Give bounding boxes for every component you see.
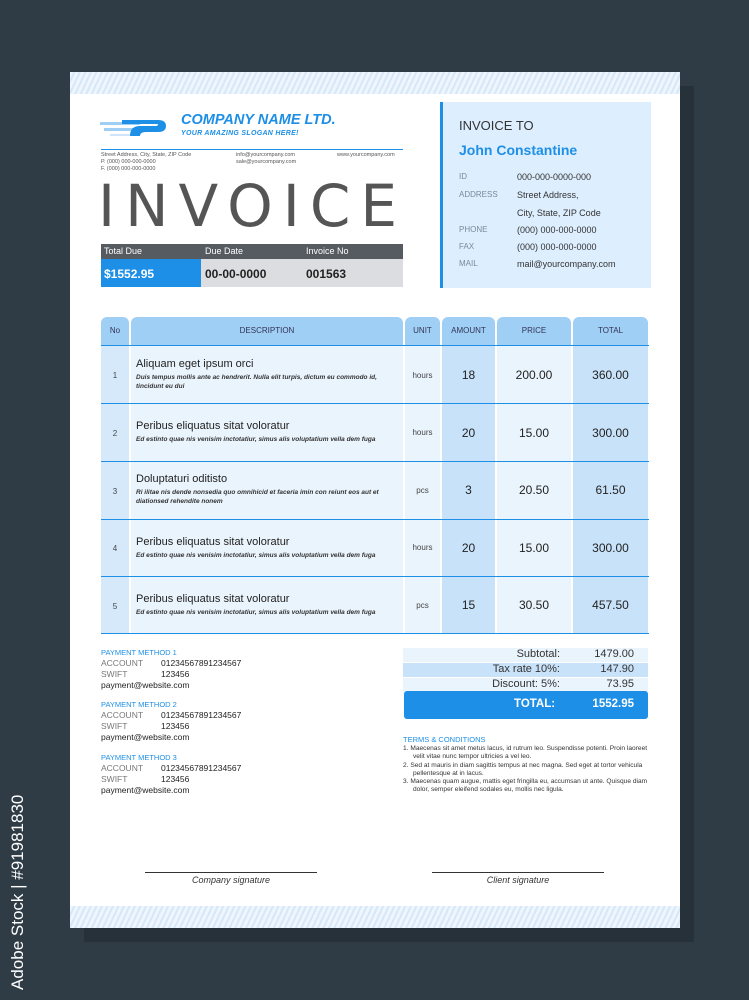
header-unit: UNIT	[405, 317, 440, 345]
payment-heading: PAYMENT METHOD 2	[101, 700, 177, 709]
client-phone: (000) 000-000-0000	[517, 225, 597, 235]
row-amount: 3	[465, 483, 472, 497]
stock-watermark-text: Adobe Stock | #91981830	[8, 794, 27, 990]
row-description: Ed estinto quae nis venisim inctotatiur, simus alis voluptatium vella dem fuga	[136, 609, 376, 616]
terms-list	[403, 745, 648, 795]
tax-value: 147.90	[600, 663, 634, 675]
client-id-label: ID	[459, 172, 467, 181]
due-date-label: Due Date	[205, 246, 244, 256]
total-due-value: $1552.95	[104, 267, 155, 281]
page-title: INVOICE	[98, 172, 408, 240]
row-price: 15.00	[518, 426, 550, 440]
row-divider	[101, 345, 649, 346]
swift-code: 123456	[161, 721, 190, 731]
row-price: 20.50	[518, 483, 550, 497]
account-number: 01234567891234567	[161, 658, 242, 668]
account-number: 01234567891234567	[161, 710, 242, 720]
invoice-to-title: INVOICE TO	[459, 118, 534, 133]
header-amount: AMOUNT	[442, 317, 495, 345]
terms-item: 1. Maecenas sit amet metus lacus, id rutrum leo. Suspendisse potenti. Proin laoreet velit vitae nunc tempor ultricies a vel leo.	[403, 745, 648, 761]
client-address-label: ADDRESS	[459, 190, 498, 199]
row-total: 300.00	[592, 541, 629, 555]
total-bar	[404, 691, 648, 719]
company-fax: F. (000) 000-000-0000	[101, 166, 156, 172]
header-description: DESCRIPTION	[131, 317, 403, 345]
discount-row	[403, 678, 648, 692]
row-price: 200.00	[515, 368, 553, 382]
payment-heading: PAYMENT METHOD 3	[101, 753, 177, 762]
total-label: TOTAL:	[514, 698, 556, 710]
row-no: 3	[112, 487, 118, 496]
due-date-value: 00-00-0000	[205, 267, 267, 281]
swift-code: 123456	[161, 774, 190, 784]
total-due-label: Total Due	[104, 246, 143, 256]
client-signature-line	[432, 872, 604, 873]
row-price: 30.50	[518, 598, 550, 612]
terms-item: 3. Maecenas quam augue, mattis eget fringilla eu, accumsan ut ante. Quisque diam dolor, semper eleifend sodales eu, mollis nec ligula.	[403, 778, 648, 794]
company-name: COMPANY NAME LTD.	[181, 112, 336, 128]
row-amount: 18	[461, 368, 476, 382]
row-no: 4	[112, 544, 118, 553]
client-address-line1: Street Address,	[517, 190, 579, 200]
client-signature-label: Client signature	[486, 875, 550, 885]
row-unit: hours	[412, 371, 433, 380]
discount-label: Discount: 5%:	[492, 678, 560, 690]
client-fax-label: FAX	[459, 242, 475, 251]
row-title: Peribus eliquatus sitat voloratur	[136, 593, 290, 605]
row-unit: hours	[412, 543, 433, 552]
row-divider	[101, 519, 649, 520]
row-title: Aliquam eget ipsum orci	[136, 358, 254, 370]
swift-code: 123456	[161, 669, 190, 679]
row-total: 300.00	[592, 426, 629, 440]
row-divider	[101, 403, 649, 404]
row-total: 360.00	[592, 368, 629, 382]
company-slogan: YOUR AMAZING SLOGAN HERE!	[181, 130, 299, 137]
row-amount: 15	[461, 598, 476, 612]
row-unit: hours	[412, 428, 433, 437]
invoice-no-label: Invoice No	[306, 246, 349, 256]
company-phone: P. (000) 000-000-0000	[101, 159, 156, 165]
company-signature-label: Company signature	[191, 875, 271, 885]
invoice-meta-header	[101, 244, 403, 259]
payment-email: payment@website.com	[101, 732, 190, 742]
terms-item: 2. Sed at mauris in diam sagittis tempus at nec magna. Sed eget at tortor vehicula pellentesque at in lacus.	[403, 761, 643, 777]
total-value: 1552.95	[592, 698, 634, 710]
row-price: 15.00	[518, 541, 550, 555]
header-divider	[101, 149, 403, 150]
header-total: TOTAL	[573, 317, 648, 345]
row-total: 61.50	[595, 483, 626, 497]
client-mail-label: MAIL	[459, 259, 478, 268]
row-description: Ed estinto quae nis venisim inctotatiur, simus alis voluptatium vella dem fuga	[136, 436, 376, 443]
row-description: Duis tempus mollis ante ac hendrerit. Nulla elit turpis, dictum eu commodo id, tincidunt eu dui	[136, 374, 377, 390]
terms-heading: TERMS & CONDITIONS	[403, 735, 486, 744]
swift-label: SWIFT	[101, 669, 128, 679]
client-id: 000-000-0000-000	[517, 172, 592, 182]
payment-email: payment@website.com	[101, 680, 190, 690]
invoice-sheet	[70, 72, 680, 928]
company-email-info: info@yourcompany.com	[236, 152, 295, 158]
row-divider	[101, 576, 649, 577]
account-label: ACCOUNT	[101, 658, 144, 668]
client-mail: mail@yourcompany.com	[517, 259, 616, 269]
row-total: 457.50	[592, 598, 629, 612]
payment-heading: PAYMENT METHOD 1	[101, 648, 177, 657]
row-description: Ri ilitae nis dende nonsedia quo omnihicid et faceria imin con reiunt eos aut et diationsed rehendite nonem	[136, 489, 379, 505]
swift-label: SWIFT	[101, 774, 128, 784]
row-amount: 20	[461, 426, 476, 440]
account-label: ACCOUNT	[101, 710, 144, 720]
row-description: Ed estinto quae nis venisim inctotatiur, simus alis voluptatium vella dem fuga	[136, 552, 376, 559]
row-unit: pcs	[416, 601, 429, 610]
row-title: Doluptaturi oditisto	[136, 473, 228, 485]
company-address-block	[101, 152, 191, 173]
row-no: 2	[112, 429, 118, 438]
account-label: ACCOUNT	[101, 763, 144, 773]
swift-label: SWIFT	[101, 721, 128, 731]
invoice-no-value: 001563	[306, 267, 347, 281]
row-amount: 20	[461, 541, 476, 555]
subtotal-label: Subtotal:	[516, 648, 560, 660]
subtotal-value: 1479.00	[594, 648, 634, 660]
row-title: Peribus eliquatus sitat voloratur	[136, 420, 290, 432]
row-divider	[101, 633, 649, 634]
row-no: 5	[112, 602, 118, 611]
subtotal-row	[403, 648, 648, 662]
client-name: John Constantine	[459, 142, 578, 158]
discount-value: 73.95	[606, 678, 634, 690]
account-number: 01234567891234567	[161, 763, 242, 773]
payment-email: payment@website.com	[101, 785, 190, 795]
company-email-sale: sale@yourcompany.com	[236, 159, 297, 165]
bottom-stripe-decoration	[70, 906, 680, 928]
company-logo-icon	[100, 116, 170, 140]
company-address: Street Address, City, State, ZIP Code	[101, 152, 192, 158]
client-phone-label: PHONE	[459, 225, 488, 234]
tax-label: Tax rate 10%:	[492, 663, 560, 675]
header-price: PRICE	[497, 317, 571, 345]
client-fax: (000) 000-000-0000	[517, 242, 597, 252]
top-stripe-decoration	[70, 72, 680, 94]
invoice-meta-values	[101, 259, 403, 287]
row-no: 1	[112, 371, 118, 380]
tax-row	[403, 663, 648, 677]
company-signature-line	[145, 872, 317, 873]
invoice-to-panel	[440, 102, 651, 288]
company-website: www.yourcompany.com	[337, 152, 395, 158]
client-address-line2: City, State, ZIP Code	[517, 208, 601, 218]
row-divider	[101, 461, 649, 462]
company-email-block	[236, 152, 296, 166]
row-unit: pcs	[416, 486, 429, 495]
header-no: No	[101, 317, 129, 345]
row-title: Peribus eliquatus sitat voloratur	[136, 536, 290, 548]
